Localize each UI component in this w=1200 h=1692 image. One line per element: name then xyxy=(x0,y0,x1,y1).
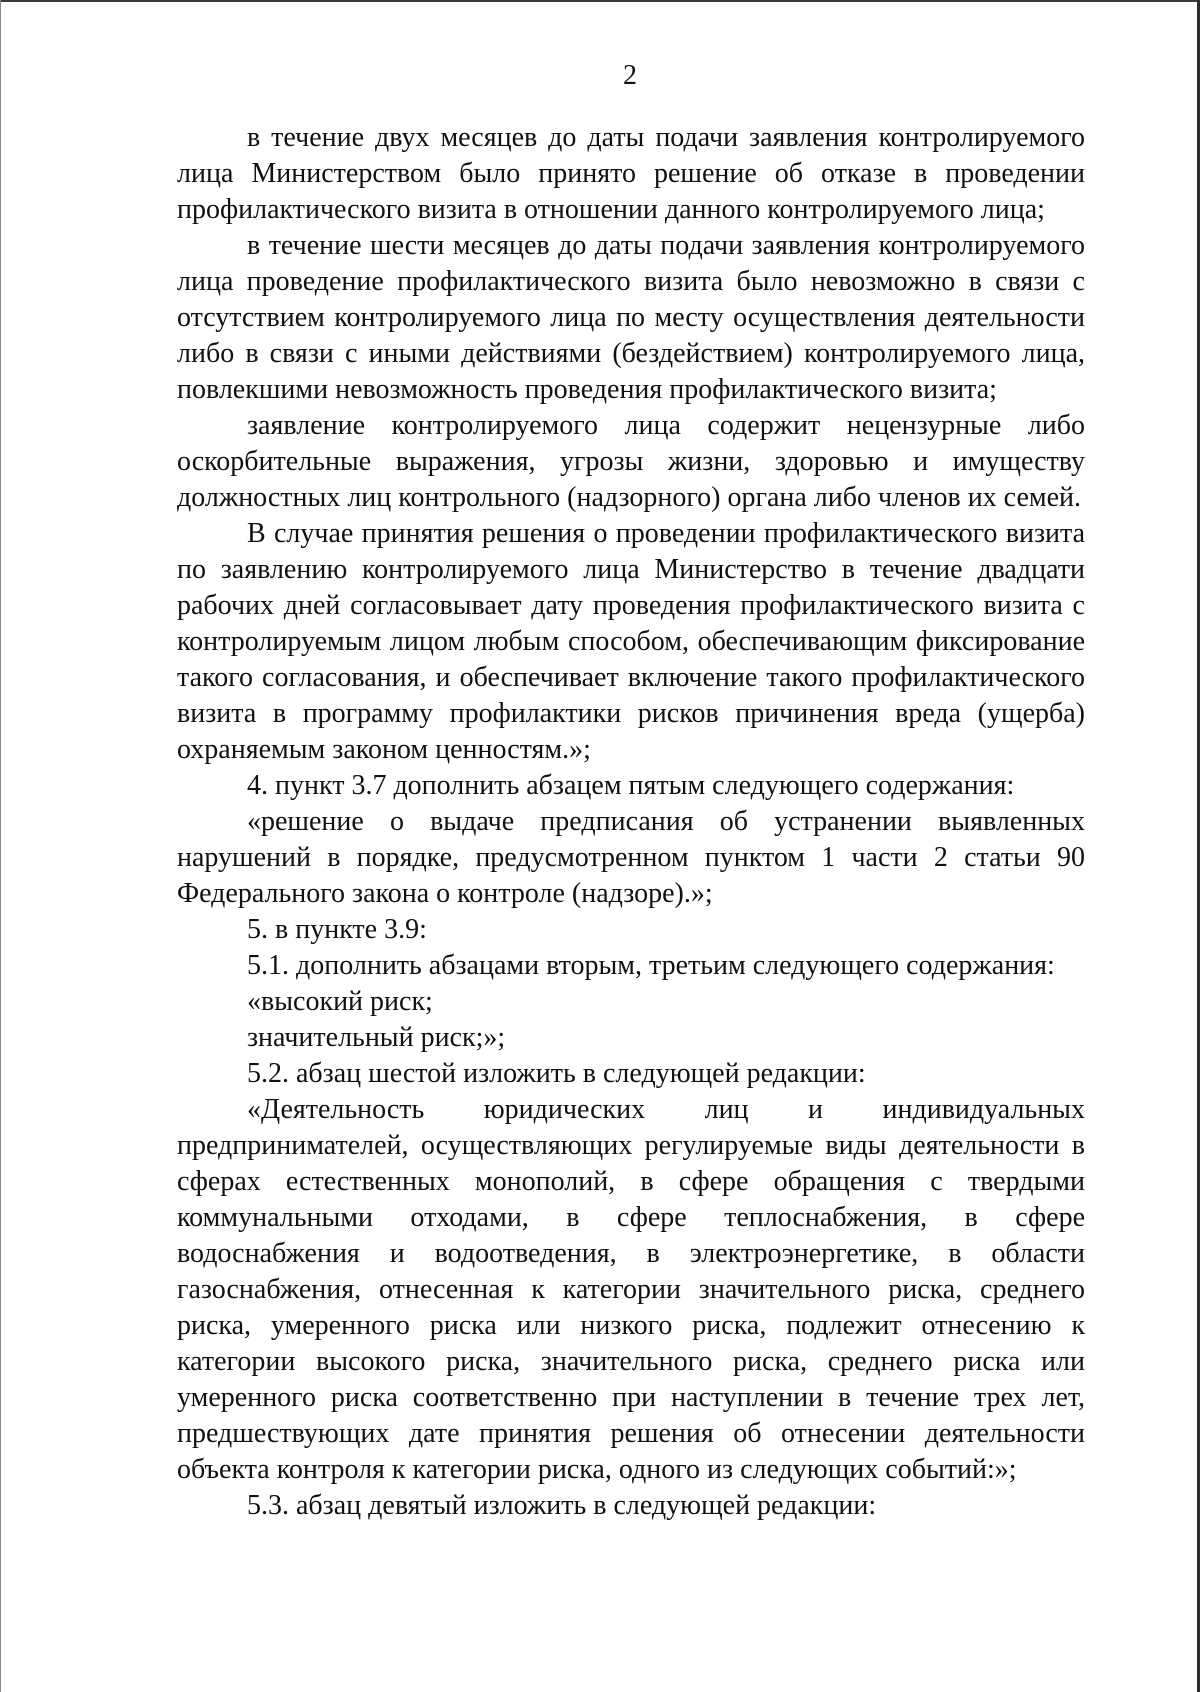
paragraph: «высокий риск; xyxy=(247,986,433,1017)
paragraph: «Деятельность юридических лиц и индивидуальных предпринимателей, осуществляющих регулируемые виды деятельности в сферах естественных монополий, в сфере обращения с твердыми коммунальными отходами, в сфере теплоснабжения, в сфере водоснабжения и водоотведения, в электроэнергетике, в области газоснабжения, отнесенная к категории значительного риска, среднего риска, умеренного риска или низкого риска, подлежит отнесению к категории высокого риска, значительного риска, среднего риска или умеренного риска соответственно при наступлении в течение трех лет, предшествующих дате принятия решения об отнесении деятельности объекта контроля к категории риска, одного из следующих событий:»; xyxy=(177,1094,1085,1485)
scan-edge-top xyxy=(0,0,1200,2)
paragraph: 5.3. абзац девятый изложить в следующей редакции: xyxy=(247,1490,877,1521)
paragraph: 5.1. дополнить абзацами вторым, третьим следующего содержания: xyxy=(247,950,1055,981)
document-body xyxy=(177,120,1085,1524)
page-number: 2 xyxy=(623,60,637,91)
paragraph: в течение двух месяцев до даты подачи заявления контролируемого лица Министерством было принято решение об отказе в проведении профилактического визита в отношении данного контролируемого лица; xyxy=(177,122,1085,225)
paragraph: 4. пункт 3.7 дополнить абзацем пятым следующего содержания: xyxy=(247,770,1015,801)
paragraph: заявление контролируемого лица содержит нецензурные либо оскорбительные выражения, угрозы жизни, здоровью и имуществу должностных лиц контрольного (надзорного) органа либо членов их семей. xyxy=(177,410,1085,513)
paragraph: 5. в пункте 3.9: xyxy=(247,914,427,945)
paragraph: В случае принятия решения о проведении профилактического визита по заявлению контролируемого лица Министерство в течение двадцати рабочих дней согласовывает дату проведения профилактического визита с контролируемым лицом любым способом, обеспечивающим фиксирование такого согласования, и обеспечивает включение такого профилактического визита в программу профилактики рисков причинения вреда (ущерба) охраняемым законом ценностям.»; xyxy=(177,518,1085,765)
scan-edge-left xyxy=(0,0,1,1692)
paragraph: 5.2. абзац шестой изложить в следующей редакции: xyxy=(247,1058,866,1089)
paragraph: в течение шести месяцев до даты подачи заявления контролируемого лица проведение профилактического визита было невозможно в связи с отсутствием контролируемого лица по месту осуществления деятельности либо в связи с иными действиями (бездействием) контролируемого лица, повлекшими невозможность проведения профилактического визита; xyxy=(177,230,1085,405)
paragraph: «решение о выдаче предписания об устранении выявленных нарушений в порядке, предусмотренном пунктом 1 части 2 статьи 90 Федерального закона о контроле (надзоре).»; xyxy=(177,806,1085,909)
paragraph: значительный риск;»; xyxy=(247,1022,506,1053)
